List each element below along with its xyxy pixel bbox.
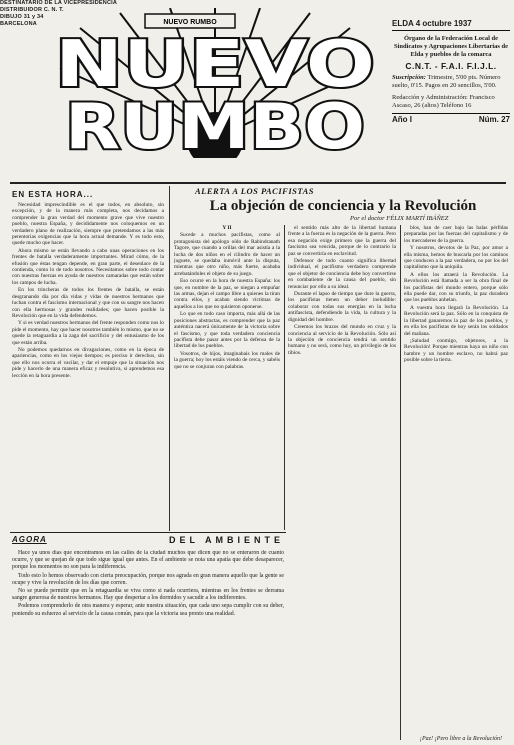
paragraph: Vosotros, de hijos, imaginabais los males de la guerra; hoy los estáis viendo de cerca, y sabéis que no se conjuran con palabras. [174, 350, 280, 370]
issue-line [392, 113, 510, 124]
masthead-title-bottom: RUMBO [65, 90, 365, 158]
stamp-line: DISTRIBUIDOR C. N. T. [0, 7, 64, 13]
paragraph: Todo esto lo hemos observado con cierta preocupación, porque nos agrada en gran manera aquello que la gente se ocupe y vive la revolución de los días que corren. [12, 572, 284, 586]
ambiente-text [12, 550, 284, 740]
paragraph: En los trincheras de todos los frentes de batalla, se están desgranando día por día vidas y vidas de nuestros hermanos que luchan contra el fascismo internacional y que con su sangre nos hacen con ella hermosas y grandes realidades; que hacen posible la Revolución que en la vida defendemos. [12, 287, 164, 319]
date-line [392, 20, 510, 31]
subscription-info [392, 74, 510, 90]
section-number: Y II [222, 225, 232, 231]
article-closing: ¡Paz! ¡Pero libre a la Revolución! [419, 736, 502, 742]
city-date: ELDA 4 octubre 1937 [392, 19, 472, 28]
paragraph: Lo que en todo caso importa, más allá de las posiciones abstractas, es comprender que la paz auténtica nacerá únicamente de la victoria sobre el fascismo, y que toda verdadera conciencia pacifista debe pasar antes por la defensa de la libertad de los pueblos. [174, 311, 280, 350]
article-column-3 [404, 225, 508, 730]
stamp-line: BARCELONA [0, 21, 37, 27]
issue-number: Núm. 27 [478, 115, 510, 124]
article-byline: Por el doctor FÉLIX MARTÍ IBÁÑEZ [350, 215, 449, 222]
article-headline: La objeción de conciencia y la Revolución [209, 198, 477, 214]
ambiente-label: AGORA [12, 535, 47, 544]
paragraph: Necesidad imprescindible es el que todos, en absoluto, sin excepción, y de la manera más completa, nos decidamos a comprender la gran verdad del momento grave que vive nuestro pueblo, nuestra España, y decididamente nos coloquemos en un verdadero plano de realización, siempre que pretendamos a las más perentorias exigencias que la hora actual demande. Y es todo esto, quede mucho que hacer. [12, 202, 164, 247]
column-divider [169, 186, 170, 531]
section-rule [10, 532, 286, 533]
masthead [40, 8, 390, 158]
year-label: Año I [392, 115, 412, 124]
paragraph: blos, han de caer bajo las balas pérfidas preparadas por las fuerzas del capitalismo y de los mercaderes de la guerra. [404, 225, 508, 244]
organization-acronyms: C.N.T. - F.A.I. F.I.J.L. [405, 61, 497, 71]
left-column-heading: EN ESTA HORA... [12, 190, 94, 199]
stamp-line: DIBUJO 31 y 34 [0, 14, 44, 20]
article-kicker: ALERTA A LOS PACIFISTAS [195, 186, 314, 196]
subscription-label: Suscripción: [392, 74, 426, 81]
masthead-logo [40, 8, 390, 158]
organ-description: Órgano de la Federación Local de Sindicatos y Agrupaciones Libertarias de Elda y pueblos de la comarca [393, 35, 509, 58]
paragraph: Defensor de todo cuanto significa libertad individual, el pacifismo verdadero comprende que el objetor de conciencia debe hoy convertirse en combatiente de la causa del pueblo, sin renunciar por ello a su ideal. [288, 258, 396, 290]
article-column-2 [288, 225, 396, 740]
paragraph: Durante el lapso de tiempo que dure la guerra, los pacifistas tienen un deber ineludible: colaborar con todas sus energías en la lucha antifascista, defendiendo la vida, la cultura y la dignidad del hombre. [288, 291, 396, 323]
paragraph: Creemos los brazos del mundo en cruz y la conciencia al servicio de la Revolución. Sólo así la objeción de conciencia tendrá un sentido humano y no será, como hoy, un privilegio de los tibios. [288, 324, 396, 356]
masthead-tagline: NUEVO RUMBO [163, 19, 217, 26]
publication-info [392, 20, 510, 124]
paragraph: Y si es verdad nuestros hermanos del frente responden como nos lo pide el momento, hay que hacer nosotros también lo mismo, que no se quede la retaguardia a la zaga del sacrificio y del entusiasmo de los que están arriba. [12, 320, 164, 346]
masthead-title-top: NUEVO [55, 28, 375, 102]
paragraph: No se puede permitir que en la retaguardia se viva como si nada ocurriera, mientras en los frentes se derrama sangre generosa de nuestros hermanos. Hay que despertar a los dormidos y sacudir a los indiferentes. [12, 588, 284, 602]
paragraph: Y nosotros, devotos de la Paz, por amor a ella misma, hemos de buscarla por los caminos que conducen a la paz verdadera, no por los del capitalismo que la aniquila. [404, 245, 508, 271]
article-column-1 [174, 225, 280, 530]
column-divider [400, 225, 401, 740]
left-column-text [12, 202, 164, 530]
column-divider [284, 225, 285, 530]
stamp-line: DESTINATARIO DE LA VICEPRESIDENCIA [0, 0, 118, 6]
paragraph: Eso ocurre en la hora de nuestra España: los que, en nombre de la paz, se niegan a empuñar las armas, dejan el campo libre a quienes la tiran contra ellos, y acaban siendo víctimas de aquellos a los que no quisieron oponerse. [174, 278, 280, 310]
paragraph: ¡Saludad conmigo, objetores, a la Revolución! Porque mientras haya un niño con hambre y un hombre esclavo, no habrá paz posible sobre la tierra. [404, 337, 508, 364]
address: Redacción y Administración: Francisco Ascaso, 26 (altos) Teléfono 16 [392, 94, 495, 109]
paragraph: Hace ya unos días que encontramos en las calles de la ciudad muchos que dicen que no se enteraron de cuanto ocurre, y que se quejan de que todo sigue igual que antes. En el ambiente se nota una apatía que debe desaparecer, porque los momentos no son para la indiferencia. [12, 550, 284, 571]
paragraph: Sucede a muchos pacifistas, como al protagonista del apólogo oído de Rabindranath Tagore, que cuando a orillas del mar asistía a la lucha de dos niños en el cilindro de hacer un juguete, se quedaba inmóvil ante la disputa, mientras que otro niño, más fuerte, acababa arrebatándoles el objeto de su juego. [174, 232, 280, 277]
paragraph: el sentido más alto de la libertad humana frente a la fuerza es la negación de la guerra. Pero esa negación exige primero que la guerra del fascismo sea vencida, porque de lo contrario la paz se convertiría en esclavitud. [288, 225, 396, 257]
paragraph: Ahora mismo se están llevando a cabo unas operaciones en los frentes de batalla verdaderamente importantes. Mirad cómo, de la efusión que éstas tengan depende, en gran parte, el desenlace de la contienda, como lo de todo nosotros. Necesitamos sobre todo contar con nuestras fuerzas en ayuda de nuestros camaradas que están sobre los campos de lucha. [12, 247, 164, 286]
paragraph: A ellos los atraerá la Revolución. La Revolución está llamada a ser la obra final de los pacifistas del mundo entero, porque sólo ella puede dar, con su triunfo, la paz duradera que los pueblos anhelan. [404, 271, 508, 304]
subscription-prices: Trimestre, 5'00 pts. Número suelto, 0'15. Pagos en 20 sencillos, 5'00. [392, 74, 501, 89]
paragraph: A vuestra hora llegará la Revolución. La Revolución será la paz. Sólo en la conquista de la libertad ganaremos la paz de los pueblos, y en ella los pacifistas de hoy serán los soldados del mañana. [404, 304, 508, 337]
ambiente-title: DEL AMBIENTE [168, 535, 284, 545]
paragraph: No podemos quedarnos en divagaciones, como en la época de apariencias, como en los viejos tiempos; es preciso ir derechos, sin que ello nos ocurra el vacilar, y dar el empuje que la situación nos pide y hacerlo de una manera eficaz y resolutiva, si aprendemos esa lección en la hora presente. [12, 346, 164, 379]
ambiente-heading [12, 535, 284, 545]
paragraph: Podemos comprenderlo de otra manera y esperar, ante nuestra situación, que cada uno sepa cumplir con su deber, poniendo su esfuerzo al servicio de la causa común, para que la victoria sea pronto una realidad. [12, 603, 284, 617]
masthead-rule [10, 182, 506, 184]
